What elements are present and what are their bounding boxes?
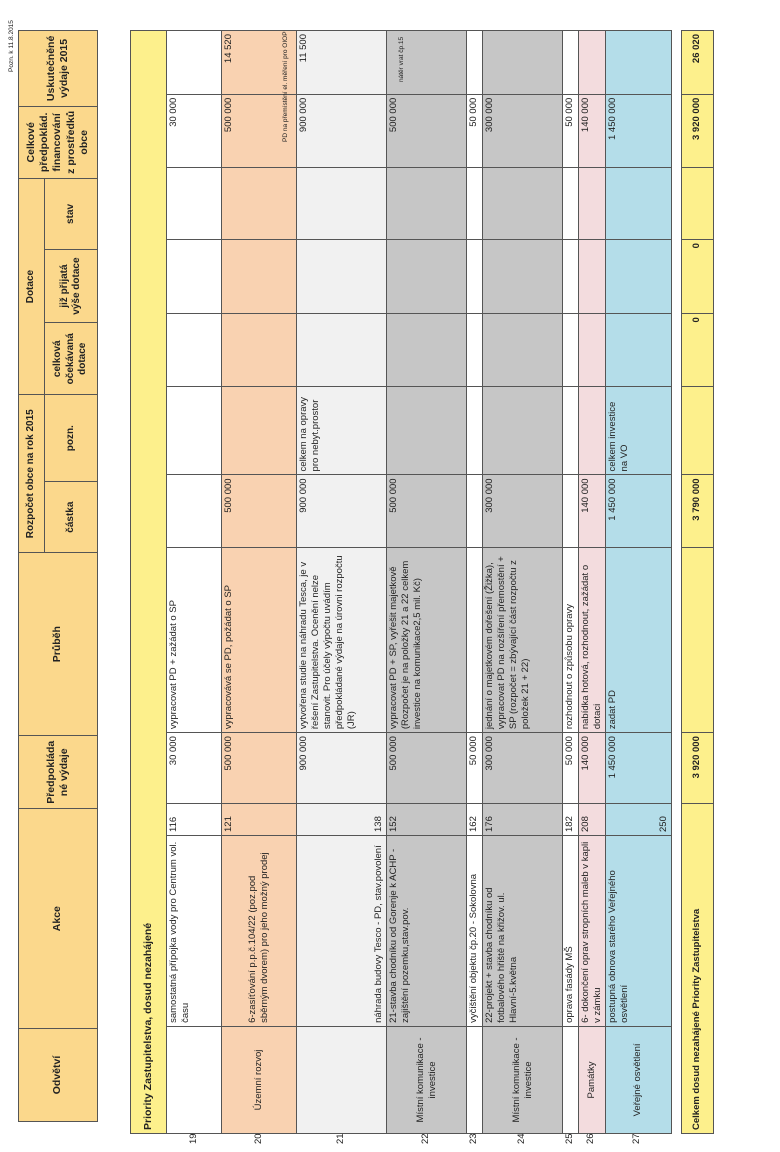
col-uskutecnene: Uskutečněné výdaje 2015 xyxy=(19,31,98,107)
row-stav xyxy=(579,167,606,239)
total-castka: 3 790 000 xyxy=(681,475,713,547)
row-prijata xyxy=(605,240,671,314)
row-number: 25 xyxy=(564,1133,575,1144)
priority-table xyxy=(130,30,714,1134)
row-celkova xyxy=(563,314,579,387)
row-id: 250 xyxy=(605,804,671,836)
row-celkova xyxy=(605,314,671,387)
row-predpoklad: 500 000 xyxy=(387,733,467,804)
row-stav xyxy=(297,167,387,239)
row-uskut xyxy=(605,31,671,95)
row-odvetvi xyxy=(467,1026,483,1133)
row-number: 20 xyxy=(252,1133,264,1144)
row-odvetvi: Veřejné osvětlení xyxy=(605,1026,671,1133)
total-uskutecnene: 26 020 xyxy=(681,31,713,95)
total-label: Celkem dosud nezahájené Priority Zastupitelstva xyxy=(681,804,713,1134)
row-uskut: 14 520 xyxy=(222,31,297,95)
row-odvetvi xyxy=(563,1026,579,1133)
row-celkove: 500 000 xyxy=(387,94,467,167)
row-number: 27 xyxy=(631,1133,642,1144)
row-id: 208 xyxy=(579,804,606,836)
row-celkova xyxy=(579,314,606,387)
row-castka xyxy=(167,475,222,547)
row-prubeh: vypracovává se PD, požádat o SP xyxy=(222,547,297,733)
row-castka: 500 000 xyxy=(222,475,297,547)
row-uskut xyxy=(167,31,222,95)
total-jiz-prijata: 0 xyxy=(681,240,713,314)
row-pozn xyxy=(467,387,483,475)
row-id: 121 xyxy=(222,804,297,836)
row-akce: 6-zasíťování p.p.č.104/22 (poz.pod sběrným dvorem) pro jeho možný prodej xyxy=(222,836,297,1027)
table-row xyxy=(167,31,222,1134)
row-uskut xyxy=(563,31,579,95)
row-predpoklad: 30 000 xyxy=(167,733,222,804)
row-pozn xyxy=(387,387,467,475)
row-prubeh xyxy=(467,547,483,733)
total-celkova-dotace: 0 xyxy=(681,314,713,387)
col-rozpocet: Rozpočet obce na rok 2015 xyxy=(19,395,45,553)
row-number: 21 xyxy=(335,1133,346,1144)
col-celkove: Celkové předpoklád. financování z prostředků obce xyxy=(19,106,98,178)
row-pozn xyxy=(483,387,563,475)
paint-note: nátěr vrat čp.15 xyxy=(398,36,405,82)
row-celkove: 50 000 xyxy=(467,94,483,167)
row-castka: 900 000 xyxy=(297,475,387,547)
row-prijata xyxy=(222,240,297,314)
row-celkova xyxy=(167,314,222,387)
row-id: 162 xyxy=(467,804,483,836)
row-celkove: 140 000 xyxy=(579,94,606,167)
row-odvetvi: Památky xyxy=(579,1026,606,1133)
row-celkove: 900 000 xyxy=(297,94,387,167)
col-prubeh: Průběh xyxy=(19,553,98,736)
col-pozn: pozn. xyxy=(45,395,98,482)
table-row xyxy=(467,31,483,1134)
row-castka: 140 000 xyxy=(579,475,606,547)
table-row xyxy=(222,31,297,1134)
row-prubeh: rozhodnout o způsobu opravy xyxy=(563,547,579,733)
row-predpoklad: 300 000 xyxy=(483,733,563,804)
row-odvetvi: Místní komunikace - investice xyxy=(483,1026,563,1133)
row-akce: oprava fasády MŠ xyxy=(563,836,579,1027)
row-stav xyxy=(605,167,671,239)
row-prubeh: vypracovat PD + SP, vyřešit majetkově (Rozpočet je na položky 21 a 22 celkem investice na komunikace2,5 mil. Kč) xyxy=(387,547,467,733)
row-id: 152 xyxy=(387,804,467,836)
row-akce: 22-projekt + stavba chodníku od fotbalového hřiště na křižov. ul. Hlavní-5.května xyxy=(483,836,563,1027)
row-id: 116 xyxy=(167,804,222,836)
row-stav xyxy=(483,167,563,239)
row-castka: 300 000 xyxy=(483,475,563,547)
table-row xyxy=(387,31,467,1134)
row-number: 24 xyxy=(516,1133,527,1144)
row-uskut xyxy=(579,31,606,95)
row-uskut xyxy=(467,31,483,95)
row-id: 182 xyxy=(563,804,579,836)
row-odvetvi: Místní komunikace - investice xyxy=(387,1026,467,1133)
row-id: 138 xyxy=(297,804,387,836)
col-predpoklad: Předpokláda né výdaje xyxy=(19,736,98,809)
row-celkova xyxy=(483,314,563,387)
col-akce: Akce xyxy=(19,809,98,1029)
row-castka xyxy=(563,475,579,547)
row-predpoklad: 500 000 xyxy=(222,733,297,804)
row-prijata xyxy=(563,240,579,314)
table-row xyxy=(483,31,563,1134)
row-prijata xyxy=(579,240,606,314)
row-predpoklad: 50 000 xyxy=(467,733,483,804)
date-note: Pozn. k 11.8.2015 xyxy=(8,20,15,72)
row-celkove: 300 000 xyxy=(483,94,563,167)
row-celkove: 1 450 000 xyxy=(605,94,671,167)
row-number: 26 xyxy=(585,1133,596,1144)
row-prijata xyxy=(467,240,483,314)
row-pozn xyxy=(563,387,579,475)
col-celkova-dotace: celková očekávaná dotace xyxy=(45,323,98,395)
row-akce: samostatná přípojka vody pro Centrum vol. času xyxy=(167,836,222,1027)
row-celkova xyxy=(222,314,297,387)
row-prijata xyxy=(387,240,467,314)
row-prubeh: jednání o majetkovém dořešení (Žižka), vypracovat PD na rozšíření přemostění + SP (rozpočet = zbývající část rozpočtu z položek 21 + 22) xyxy=(483,547,563,733)
row-uskut: 11 500 xyxy=(297,31,387,95)
row-predpoklad: 140 000 xyxy=(579,733,606,804)
row-akce: 6- dokončení oprav stropních maleb v kapli v zámku xyxy=(579,836,606,1027)
col-odvetvi: Odvětví xyxy=(19,1028,98,1121)
pd-note: PD na přemístění el. měření pro OIOP xyxy=(282,31,289,142)
row-odvetvi: Územní rozvoj xyxy=(222,1026,297,1133)
row-prijata xyxy=(167,240,222,314)
row-predpoklad: 1 450 000 xyxy=(605,733,671,804)
table-row xyxy=(297,31,387,1134)
row-odvetvi xyxy=(167,1026,222,1133)
header-table xyxy=(18,30,98,1122)
row-castka xyxy=(467,475,483,547)
col-castka: částka xyxy=(45,482,98,553)
row-number: 22 xyxy=(420,1133,431,1144)
row-akce: náhrada budovy Tesco - PD, stav.povolení xyxy=(297,836,387,1027)
row-celkova xyxy=(387,314,467,387)
row-number: 23 xyxy=(468,1133,479,1144)
row-stav xyxy=(467,167,483,239)
row-prubeh: vypracovat PD + zažádat o SP xyxy=(167,547,222,733)
row-pozn xyxy=(222,387,297,475)
row-akce: postupná obnova starého Veřejného osvětlení xyxy=(605,836,671,1027)
row-prijata xyxy=(297,240,387,314)
row-predpoklad: 900 000 xyxy=(297,733,387,804)
row-pozn xyxy=(167,387,222,475)
row-celkove: 30 000 xyxy=(167,94,222,167)
row-pozn: celkem investice na VO xyxy=(605,387,671,475)
row-odvetvi xyxy=(297,1026,387,1133)
row-celkove: 50 000 xyxy=(563,94,579,167)
row-prubeh: vytvořena studie na náhradu Tesca, je v řešení Zastupitelstva. Ocenění nelze stanovit. Pro účely výpočtu uvádím předpokládané výdaje na úrovni rozpočtu (JR) xyxy=(297,547,387,733)
row-prubeh: zadat PD xyxy=(605,547,671,733)
row-number: 19 xyxy=(187,1133,199,1144)
row-prubeh: nabídka hotová, rozhodnout, zažádat o dotaci xyxy=(579,547,606,733)
total-predpoklad: 3 920 000 xyxy=(681,733,713,804)
table-row xyxy=(579,31,606,1134)
col-jiz-prijata: již přijatá výše dotace xyxy=(45,249,98,322)
table-row xyxy=(605,31,671,1134)
row-predpoklad: 50 000 xyxy=(563,733,579,804)
row-pozn: celkem na opravy pro nebyt.prostor xyxy=(297,387,387,475)
row-celkove: 500 000 xyxy=(222,94,297,167)
row-castka: 1 450 000 xyxy=(605,475,671,547)
row-stav xyxy=(222,167,297,239)
table-row xyxy=(563,31,579,1134)
row-stav xyxy=(563,167,579,239)
row-akce: 21-stavba chodníku od Gorenje k ACHP - zajištění pozemku,stav.pov. xyxy=(387,836,467,1027)
row-uskut xyxy=(483,31,563,95)
total-celkove: 3 920 000 xyxy=(681,94,713,167)
row-prijata xyxy=(483,240,563,314)
col-dotace: Dotace xyxy=(19,178,45,394)
row-pozn xyxy=(579,387,606,475)
row-id: 176 xyxy=(483,804,563,836)
section-title: Priority Zastupitelstva, dosud nezahájené xyxy=(131,31,167,1134)
row-celkova xyxy=(467,314,483,387)
row-stav xyxy=(387,167,467,239)
row-akce: vyčištění objektu čp.20 - Sokolovna xyxy=(467,836,483,1027)
row-celkova xyxy=(297,314,387,387)
row-stav xyxy=(167,167,222,239)
row-castka: 500 000 xyxy=(387,475,467,547)
col-stav: stav xyxy=(45,178,98,249)
